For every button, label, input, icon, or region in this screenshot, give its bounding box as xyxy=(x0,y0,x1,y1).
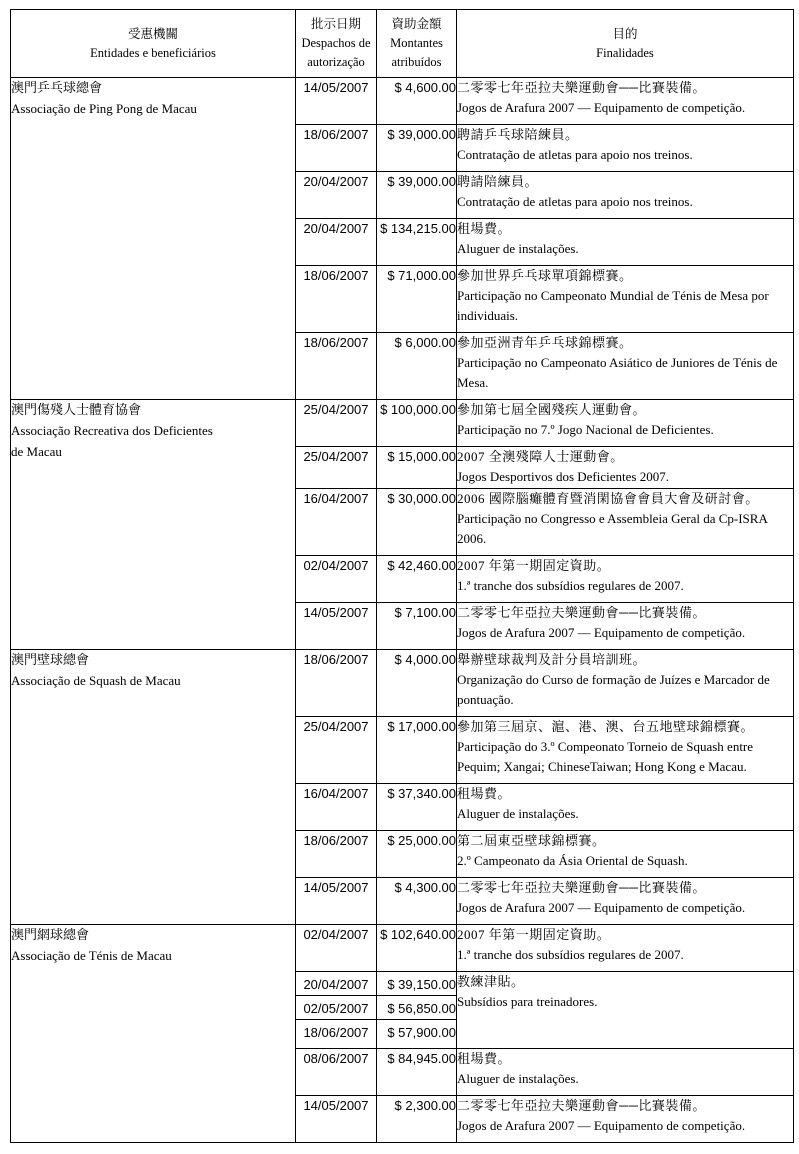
purpose-pt: Organização do Curso de formação de Juízes e Marcador de pontuação. xyxy=(457,672,770,707)
amount-cell: $ 57,900.00 xyxy=(377,1020,457,1049)
amount-cell: $ 25,000.00 xyxy=(377,831,457,878)
purpose-cell xyxy=(457,556,794,603)
entity-cell xyxy=(11,925,296,1143)
purpose-cell xyxy=(457,717,794,784)
purpose-cell xyxy=(457,784,794,831)
purpose-zh: 租場費。 xyxy=(457,786,512,801)
purpose-pt: Jogos Desportivos dos Deficientes 2007. xyxy=(457,469,669,484)
purpose-cell xyxy=(457,489,794,556)
header-amount-zh: 資助金額 xyxy=(391,17,442,31)
amount-cell: $ 4,600.00 xyxy=(377,78,457,125)
purpose-cell xyxy=(457,125,794,172)
purpose-cell xyxy=(457,219,794,266)
purpose-pt: Subsídios para treinadores. xyxy=(457,994,598,1009)
header-date-pt-1: Despachos de xyxy=(301,36,371,50)
date-cell: 20/04/2007 xyxy=(296,172,377,219)
entity-name-zh: 澳門傷殘人士體育協會 xyxy=(11,402,142,417)
amount-cell: $ 30,000.00 xyxy=(377,489,457,556)
purpose-cell xyxy=(457,831,794,878)
grants-table xyxy=(10,9,794,1143)
purpose-cell xyxy=(457,266,794,333)
entity-name-zh: 澳門壁球總會 xyxy=(11,652,90,667)
purpose-zh: 聘請乒乓球陪練員。 xyxy=(457,127,579,142)
entity-name-pt: Associação de Ping Pong de Macau xyxy=(11,101,197,116)
date-cell: 14/05/2007 xyxy=(296,603,377,650)
purpose-cell xyxy=(457,333,794,400)
header-amount-pt-1: Montantes xyxy=(390,36,443,50)
purpose-cell xyxy=(457,447,794,489)
entity-cell xyxy=(11,650,296,925)
header-date-pt-2: autorização xyxy=(307,55,365,69)
purpose-pt: Participação no Congresso e Assembleia Geral da Cp-ISRA 2006. xyxy=(457,511,768,546)
purpose-zh: 參加第三屆京、滬、港、澳、台五地壁球錦標賽。 xyxy=(457,719,755,734)
date-cell: 02/04/2007 xyxy=(296,925,377,972)
purpose-pt: Jogos de Arafura 2007 — Equipamento de competição. xyxy=(457,900,746,915)
header-amount-pt-2: atribuídos xyxy=(391,55,442,69)
purpose-pt: 1.ª tranche dos subsídios regulares de 2007. xyxy=(457,578,684,593)
entity-name-pt: Associação de Ténis de Macau xyxy=(11,948,172,963)
purpose-zh: 2007 全澳殘障人士運動會。 xyxy=(457,449,624,464)
date-cell: 25/04/2007 xyxy=(296,717,377,784)
date-cell: 25/04/2007 xyxy=(296,447,377,489)
amount-cell: $ 100,000.00 xyxy=(377,400,457,447)
purpose-cell xyxy=(457,603,794,650)
date-cell: 08/06/2007 xyxy=(296,1049,377,1096)
entity-name-zh: 澳門乒乓球總會 xyxy=(11,80,103,95)
date-cell: 18/06/2007 xyxy=(296,125,377,172)
purpose-cell xyxy=(457,972,794,1049)
purpose-pt: Aluguer de instalações. xyxy=(457,241,579,256)
purpose-zh: 租場費。 xyxy=(457,1051,512,1066)
amount-cell: $ 6,000.00 xyxy=(377,333,457,400)
entity-name-pt: Associação Recreativa dos Deficientes xyxy=(11,423,213,438)
header-date-zh: 批示日期 xyxy=(310,17,361,31)
purpose-pt: Participação no Campeonato Mundial de Ténis de Mesa por individuais. xyxy=(457,288,769,323)
purpose-pt: Jogos de Arafura 2007 — Equipamento de competição. xyxy=(457,625,746,640)
purpose-pt: Contratação de atletas para apoio nos treinos. xyxy=(457,147,693,162)
date-cell: 02/05/2007 xyxy=(296,996,377,1020)
table-row xyxy=(11,400,794,447)
header-amount xyxy=(377,10,457,78)
purpose-zh: 教練津貼。 xyxy=(457,974,525,989)
purpose-pt: Aluguer de instalações. xyxy=(457,1071,579,1086)
date-cell: 14/05/2007 xyxy=(296,1096,377,1143)
header-entity-pt: Entidades e beneficiários xyxy=(90,45,216,60)
amount-cell: $ 2,300.00 xyxy=(377,1096,457,1143)
date-cell: 16/04/2007 xyxy=(296,489,377,556)
amount-cell: $ 39,000.00 xyxy=(377,125,457,172)
entity-name-pt: Associação de Squash de Macau xyxy=(11,673,181,688)
purpose-zh: 2006 國際腦癱體育暨消閑協會會員大會及研討會。 xyxy=(457,491,759,506)
purpose-zh: 2007 年第一期固定資助。 xyxy=(457,927,611,942)
header-entity-zh: 受惠機關 xyxy=(127,26,178,41)
amount-cell: $ 39,150.00 xyxy=(377,972,457,996)
date-cell: 16/04/2007 xyxy=(296,784,377,831)
date-cell: 18/06/2007 xyxy=(296,831,377,878)
purpose-pt: 1.ª tranche dos subsídios regulares de 2007. xyxy=(457,947,684,962)
amount-cell: $ 39,000.00 xyxy=(377,172,457,219)
purpose-zh: 參加第七屆全國殘疾人運動會。 xyxy=(457,402,647,417)
header-purpose-zh: 目的 xyxy=(612,26,638,41)
amount-cell: $ 7,100.00 xyxy=(377,603,457,650)
purpose-cell xyxy=(457,925,794,972)
amount-cell: $ 71,000.00 xyxy=(377,266,457,333)
table-row xyxy=(11,925,794,972)
amount-cell: $ 42,460.00 xyxy=(377,556,457,603)
date-cell: 02/04/2007 xyxy=(296,556,377,603)
purpose-cell xyxy=(457,1096,794,1143)
purpose-zh: 參加世界乒乓球單項錦標賽。 xyxy=(457,268,633,283)
date-cell: 18/06/2007 xyxy=(296,266,377,333)
entity-cell xyxy=(11,78,296,400)
amount-cell: $ 37,340.00 xyxy=(377,784,457,831)
header-date xyxy=(296,10,377,78)
purpose-pt: Participação no Campeonato Asiático de Juniores de Ténis de Mesa. xyxy=(457,355,778,390)
header-purpose xyxy=(457,10,794,78)
date-cell: 18/06/2007 xyxy=(296,1020,377,1049)
purpose-pt: Aluguer de instalações. xyxy=(457,806,579,821)
date-cell: 14/05/2007 xyxy=(296,878,377,925)
amount-cell: $ 15,000.00 xyxy=(377,447,457,489)
purpose-cell xyxy=(457,650,794,717)
header-row xyxy=(11,10,794,78)
purpose-zh: 舉辦壁球裁判及計分員培訓班。 xyxy=(457,652,647,667)
purpose-zh: 二零零七年亞拉夫樂運動會──比賽裝備。 xyxy=(457,880,706,895)
purpose-zh: 2007 年第一期固定資助。 xyxy=(457,558,611,573)
table-row xyxy=(11,650,794,717)
purpose-cell xyxy=(457,400,794,447)
date-cell: 20/04/2007 xyxy=(296,219,377,266)
header-purpose-pt: Finalidades xyxy=(596,45,654,60)
amount-cell: $ 17,000.00 xyxy=(377,717,457,784)
entity-cell xyxy=(11,400,296,650)
date-cell: 25/04/2007 xyxy=(296,400,377,447)
purpose-zh: 聘請陪練員。 xyxy=(457,174,539,189)
purpose-pt: Jogos de Arafura 2007 — Equipamento de competição. xyxy=(457,100,746,115)
purpose-zh: 租場費。 xyxy=(457,221,512,236)
entity-name-pt: de Macau xyxy=(11,444,62,459)
amount-cell: $ 4,000.00 xyxy=(377,650,457,717)
purpose-zh: 第二屆東亞壁球錦標賽。 xyxy=(457,833,606,848)
amount-cell: $ 56,850.00 xyxy=(377,996,457,1020)
purpose-cell xyxy=(457,878,794,925)
purpose-pt: Participação do 3.º Compeonato Torneio de Squash entre Pequim; Xangai; ChineseTaiwan; Hong Kong e Macau. xyxy=(457,739,754,774)
header-entity xyxy=(11,10,296,78)
date-cell: 18/06/2007 xyxy=(296,650,377,717)
date-cell: 18/06/2007 xyxy=(296,333,377,400)
table-body xyxy=(11,78,794,1143)
purpose-pt: 2.º Campeonato da Ásia Oriental de Squash. xyxy=(457,853,688,868)
amount-cell: $ 84,945.00 xyxy=(377,1049,457,1096)
purpose-cell xyxy=(457,78,794,125)
date-cell: 14/05/2007 xyxy=(296,78,377,125)
purpose-zh: 參加亞洲青年乒乓球錦標賽。 xyxy=(457,335,633,350)
purpose-zh: 二零零七年亞拉夫樂運動會──比賽裝備。 xyxy=(457,80,706,95)
purpose-pt: Contratação de atletas para apoio nos treinos. xyxy=(457,194,693,209)
purpose-zh: 二零零七年亞拉夫樂運動會──比賽裝備。 xyxy=(457,1098,706,1113)
purpose-cell xyxy=(457,172,794,219)
amount-cell: $ 134,215.00 xyxy=(377,219,457,266)
purpose-pt: Jogos de Arafura 2007 — Equipamento de competição. xyxy=(457,1118,746,1133)
entity-name-zh: 澳門網球總會 xyxy=(11,927,90,942)
purpose-pt: Participação no 7.º Jogo Nacional de Deficientes. xyxy=(457,422,714,437)
purpose-zh: 二零零七年亞拉夫樂運動會──比賽裝備。 xyxy=(457,605,706,620)
date-cell: 20/04/2007 xyxy=(296,972,377,996)
amount-cell: $ 4,300.00 xyxy=(377,878,457,925)
amount-cell: $ 102,640.00 xyxy=(377,925,457,972)
table-row xyxy=(11,78,794,125)
purpose-cell xyxy=(457,1049,794,1096)
